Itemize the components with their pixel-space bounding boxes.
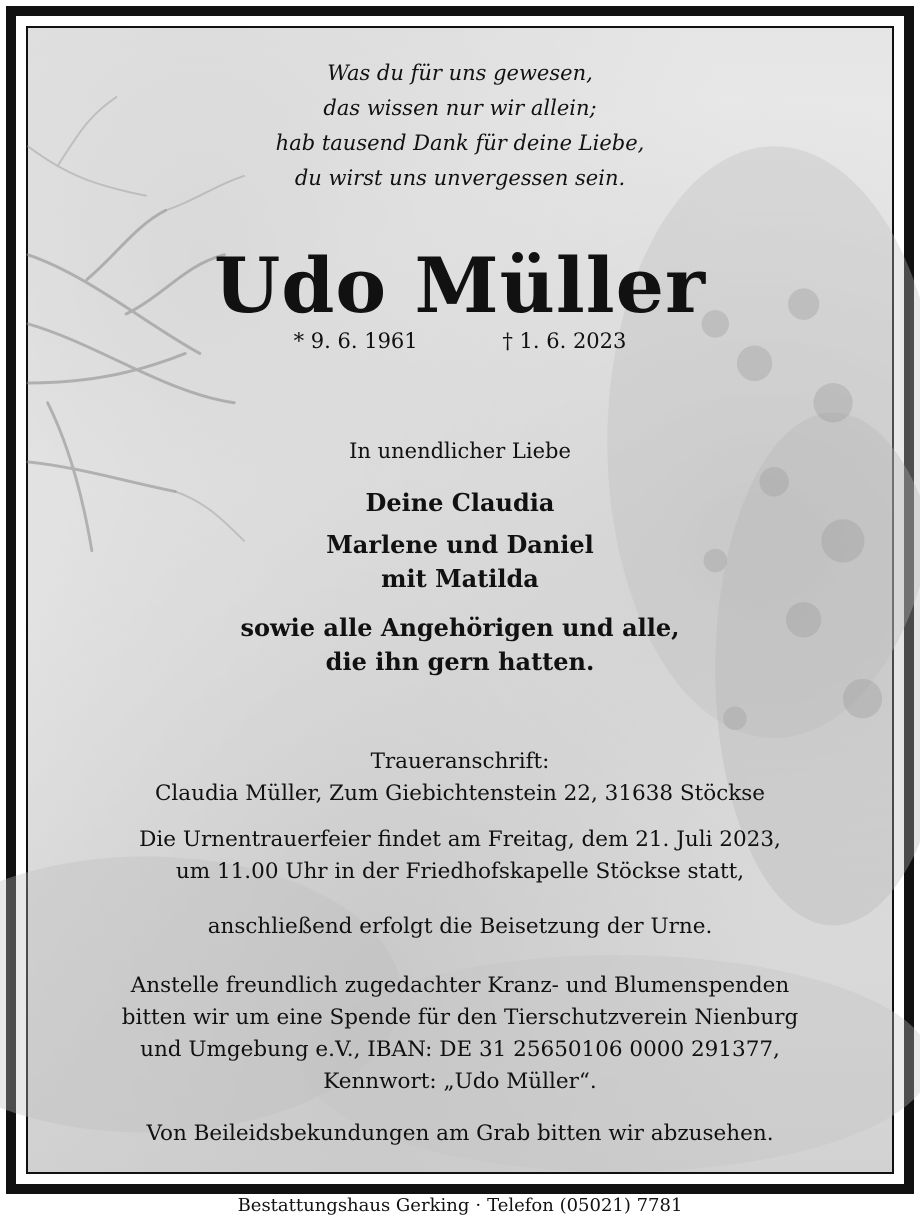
donation-line: Anstelle freundlich zugedachter Kranz- und Blumenspenden: [130, 973, 790, 998]
deceased-name: Udo Müller: [213, 241, 707, 330]
mourner-relatives: [28, 611, 892, 679]
donation-line: Kennwort: „Udo Müller“.: [323, 1069, 597, 1094]
birth-date: * 9. 6. 1961: [293, 329, 418, 353]
ceremony-line: Die Urnentrauerfeier findet am Freitag, dem 21. Juli 2023,: [139, 827, 781, 852]
donation-line: und Umgebung e.V., IBAN: DE 31 25650106 0000 291377,: [140, 1037, 780, 1062]
address-label: Traueranschrift:: [370, 749, 550, 774]
donation-notice: [28, 970, 892, 1098]
donation-line: bitten wir um eine Spende für den Tierschutzverein Nienburg: [121, 1005, 799, 1030]
address-value: Claudia Müller, Zum Giebichtenstein 22, 31638 Stöckse: [154, 781, 766, 806]
burial-notice: anschließend erfolgt die Beisetzung der Urne.: [207, 914, 713, 939]
death-date: † 1. 6. 2023: [502, 329, 627, 353]
poem-line: Was du für uns gewesen,: [327, 61, 593, 85]
funeral-home-name: Bestattungshaus Gerking: [237, 1195, 470, 1216]
funeral-home-footer: [168, 1188, 752, 1218]
mourner-line: mit Matilda: [381, 564, 539, 593]
mourner-children: [28, 528, 892, 596]
poem-line: hab tausend Dank für deine Liebe,: [275, 131, 645, 155]
love-line: In unendlicher Liebe: [349, 439, 571, 463]
mourning-address: [28, 746, 892, 810]
obituary-frame: [6, 6, 914, 1216]
ceremony-line: um 11.00 Uhr in der Friedhofskapelle Stöckse statt,: [175, 859, 745, 884]
obituary-content: [28, 28, 892, 1216]
memorial-poem: [28, 56, 892, 196]
poem-line: du wirst uns unvergessen sein.: [294, 166, 626, 190]
poem-line: das wissen nur wir allein;: [323, 96, 597, 120]
mourner-line: die ihn gern hatten.: [325, 647, 595, 676]
funeral-home-phone: Telefon (05021) 7781: [487, 1195, 683, 1216]
condolence-notice: Von Beileidsbekundungen am Grab bitten wir abzusehen.: [146, 1121, 774, 1146]
mourner-spouse: Deine Claudia: [365, 488, 555, 517]
footer-separator: ·: [475, 1195, 482, 1216]
life-dates: [28, 326, 892, 356]
mourner-line: sowie alle Angehörigen und alle,: [240, 613, 680, 642]
mourner-line: Marlene und Daniel: [326, 530, 594, 559]
ceremony-notice: [28, 824, 892, 888]
obituary-panel: [26, 26, 894, 1216]
